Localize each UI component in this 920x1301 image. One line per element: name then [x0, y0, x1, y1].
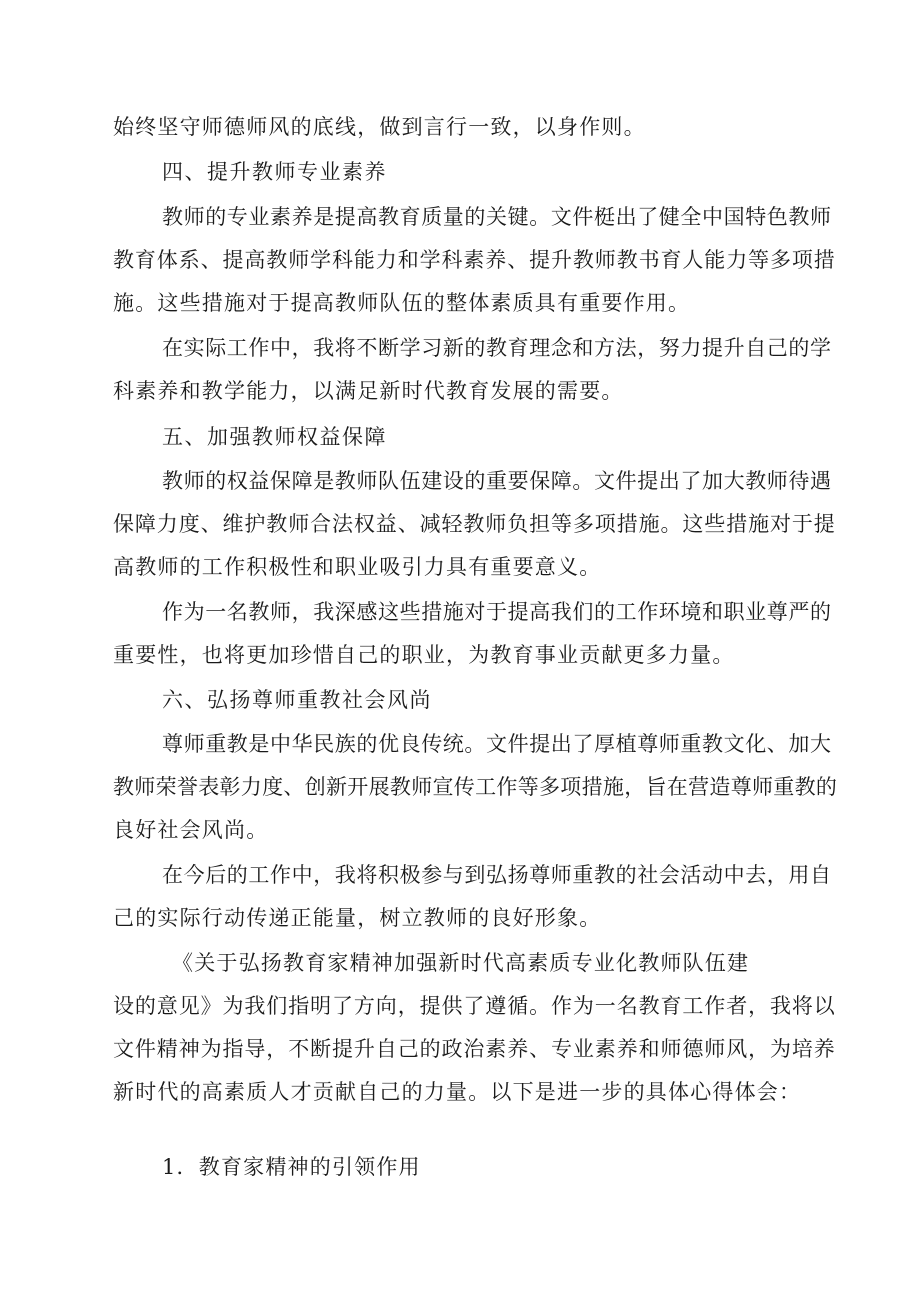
paragraph-line: 设的意见》为我们指明了方向，提供了遵循。作为一名教育工作者，我将以: [113, 994, 836, 1018]
numbered-subheading: 1．教育家精神的引领作用: [162, 1155, 421, 1179]
paragraph-line: 作为一名教师，我深感这些措施对于提高我们的工作环境和职业尊严的: [162, 600, 832, 624]
paragraph-line: 己的实际行动传递正能量，树立教师的良好形象。: [113, 906, 602, 930]
paragraph-line: 教育体系、提高教师学科能力和学科素养、提升教师教书育人能力等多项措: [113, 248, 836, 272]
section-heading-6: 六、弘扬尊师重教社会风尚: [162, 688, 432, 712]
paragraph-line: 高教师的工作积极性和职业吸引力具有重要意义。: [113, 555, 602, 579]
paragraph-line: 施。这些措施对于提高教师队伍的整体素质具有重要作用。: [113, 291, 691, 315]
paragraph-line: 在今后的工作中，我将积极参与到弘扬尊师重教的社会活动中去，用自: [162, 863, 832, 887]
paragraph-line: 在实际工作中，我将不断学习新的教育理念和方法，努力提升自己的学: [162, 336, 832, 360]
paragraph-line: 教师荣誉表彰力度、创新开展教师宣传工作等多项措施，旨在营造尊师重教的: [113, 775, 838, 799]
paragraph-line: 《关于弘扬教育家精神加强新时代高素质专业化教师队伍建: [172, 951, 750, 975]
paragraph-line: 重要性，也将更加珍惜自己的职业，为教育事业贡献更多力量。: [113, 643, 735, 667]
section-heading-4: 四、提升教师专业素养: [162, 160, 387, 184]
paragraph-line: 保障力度、维护教师合法权益、减轻教师负担等多项措施。这些措施对于提: [113, 512, 836, 536]
paragraph-line: 尊师重教是中华民族的优良传统。文件提出了厚植尊师重教文化、加大: [162, 732, 832, 756]
paragraph-line: 文件精神为指导，不断提升自己的政治素养、专业素养和师德师风，为培养: [113, 1037, 836, 1061]
paragraph-line: 科素养和教学能力，以满足新时代教育发展的需要。: [113, 379, 624, 403]
paragraph-line: 良好社会风尚。: [113, 818, 269, 842]
section-heading-5: 五、加强教师权益保障: [162, 425, 387, 449]
paragraph-continuation: 始终坚守师德师风的底线，做到言行一致，以身作则。: [113, 115, 646, 139]
paragraph-line: 教师的权益保障是教师队伍建设的重要保障。文件提出了加大教师待遇: [162, 469, 832, 493]
paragraph-line: 新时代的高素质人才贡献自己的力量。以下是进一步的具体心得体会：: [113, 1080, 802, 1104]
paragraph-line: 教师的专业素养是提高教育质量的关键。文件梃出了健全中国特色教师: [162, 205, 832, 229]
